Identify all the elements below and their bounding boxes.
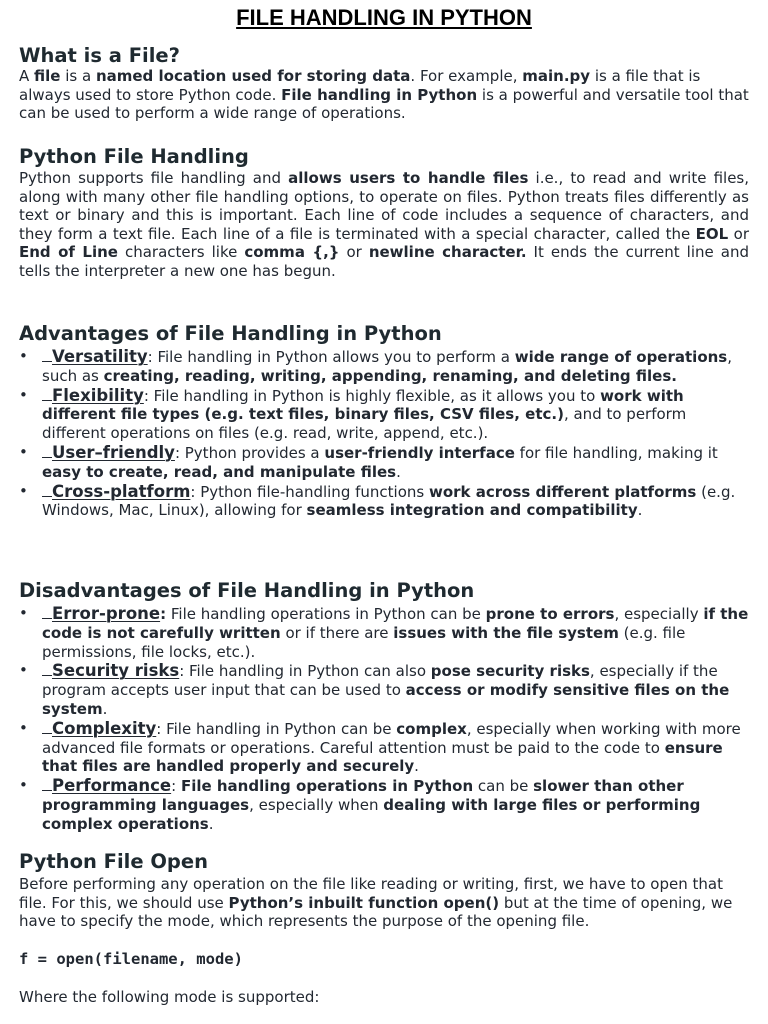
code-open-syntax: f = open(filename, mode) — [19, 950, 243, 968]
bullet-icon: • — [19, 604, 28, 622]
term-complexity: Complexity — [52, 718, 157, 738]
list-item: • Complexity: File handling in Python can be complex, especially when working with more advanced file formats or operations. Careful attention must be paid to the code to ensure that files are handled properly and securely. — [19, 718, 741, 776]
term-user-friendly: User–friendly — [52, 442, 175, 462]
list-item: • Versatility: File handling in Python allows you to perform a wide range of operations, such as creating, reading, writing, appending, renaming, and deleting files. — [19, 347, 733, 385]
heading-advantages: Advantages of File Handling in Python — [19, 322, 442, 345]
list-item: • Security risks: File handling in Python can also pose security risks, especially if the program accepts user input that can be used to access or modify sensitive files on the system. — [19, 661, 730, 718]
list-item: • Performance: File handling operations in Python can be slower than other programming languages, especially when dealing with large files or performing complex operations. — [19, 776, 701, 833]
heading-what-is-a-file: What is a File? — [19, 44, 180, 67]
disadvantages-list — [19, 604, 749, 834]
bullet-icon: • — [19, 718, 28, 737]
term-performance: Performance — [52, 776, 172, 796]
bullet-icon: • — [19, 347, 28, 365]
document-title: FILE HANDLING IN PYTHON — [236, 5, 532, 30]
heading-disadvantages: Disadvantages of File Handling in Python — [19, 579, 475, 602]
bullet-icon: • — [19, 481, 28, 500]
paragraph-what-is-a-file: A file is a named location used for storing data. For example, main.py is a file that is always used to store Python code. File handling in Python is a powerful and versatile tool that can be used to perform a wide range of operations. — [19, 67, 749, 123]
paragraph-python-file-handling: Python supports file handling and allows users to handle files i.e., to read and write files, along with many other file handling options, to operate on files. Python treats files differently as text or binary and this is important. Each line of code includes a sequence of characters, and they form a text file. Each line of a file is terminated with a special character, called the EOL or End of Line characters like comma {,} or newline character. It ends the current line and tells the interpreter a new one has begun. — [19, 169, 750, 280]
bullet-icon: • — [19, 385, 28, 404]
bullet-icon: • — [19, 661, 28, 680]
term-flexibility: Flexibility — [52, 385, 144, 405]
heading-python-file-handling: Python File Handling — [19, 145, 249, 168]
list-item: • User–friendly: Python provides a user-friendly interface for file handling, making it easy to create, read, and manipulate files. — [19, 442, 718, 481]
paragraph-mode-supported: Where the following mode is supported: — [19, 988, 320, 1006]
bullet-icon: • — [19, 442, 28, 461]
bullet-icon: • — [19, 776, 28, 795]
term-cross-platform: Cross-platform — [52, 481, 191, 501]
term-versatility: Versatility — [52, 347, 148, 366]
paragraph-python-file-open: Before performing any operation on the file like reading or writing, first, we have to open that file. For this, we should use Python’s inbuilt function open() but at the time of opening, we have to specify the mode, which represents the purpose of the opening file. — [19, 875, 733, 931]
heading-python-file-open: Python File Open — [19, 850, 208, 873]
list-item: • Flexibility: File handling in Python is highly flexible, as it allows you to work with different file types (e.g. text files, binary files, CSV files, etc.), and to perform different operations on files (e.g. read, write, append, etc.). — [19, 385, 687, 443]
term-error-prone: Error-prone — [52, 604, 161, 623]
advantages-list — [19, 347, 749, 520]
list-item: • Cross-platform: Python file-handling functions work across different platforms (e.g. Windows, Mac, Linux), allowing for seamless integration and compatibility. — [19, 481, 736, 520]
term-security-risks: Security risks — [52, 661, 180, 681]
list-item: • Error-prone: File handling operations in Python can be prone to errors, especially if the code is not carefully written or if there are issues with the file system (e.g. file permissions, file locks, etc.). — [19, 604, 749, 661]
